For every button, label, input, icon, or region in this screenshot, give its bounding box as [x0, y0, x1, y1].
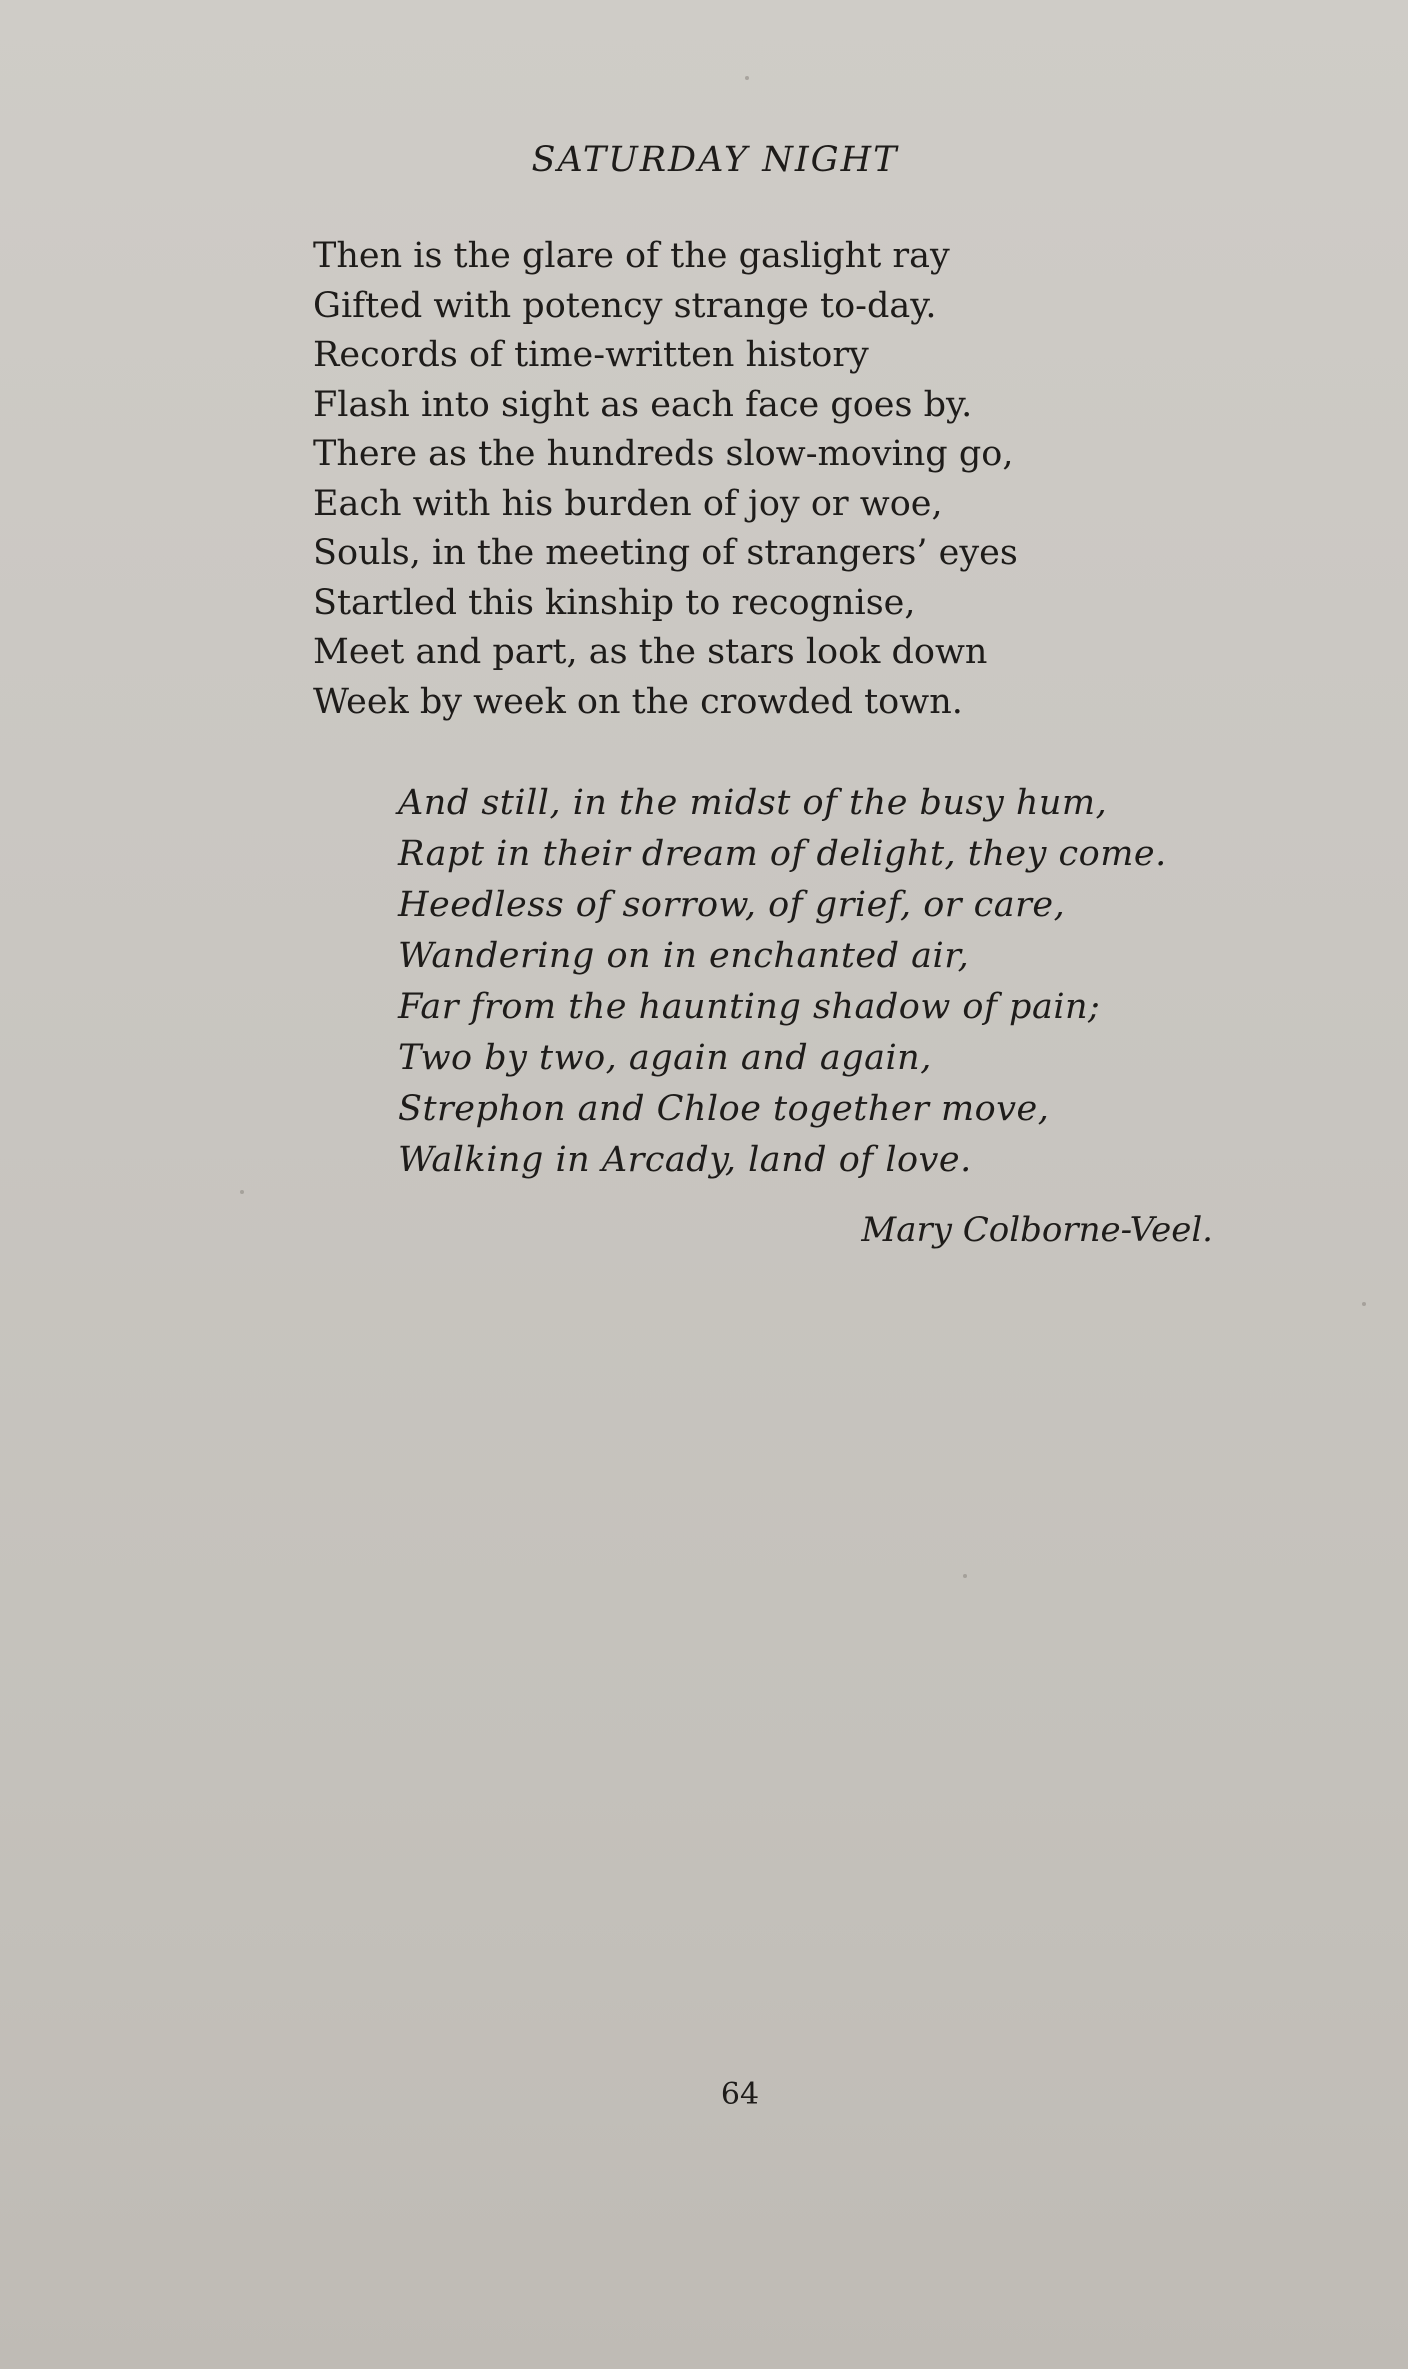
paper-speck	[240, 1190, 244, 1194]
poem-line: Flash into sight as each face goes by.	[313, 384, 973, 425]
poem-line: Then is the glare of the gaslight ray	[313, 236, 950, 276]
poem-line: Meet and part, as the stars look down	[313, 632, 988, 672]
poem-line: Rapt in their dream of delight, they come.	[398, 834, 1167, 874]
stanza-1	[313, 232, 1018, 727]
stanza-2	[398, 778, 1167, 1186]
poem-line: Each with his burden of joy or woe,	[313, 483, 943, 524]
poem-line: Startled this kinship to recognise,	[313, 582, 916, 623]
poem-line: Wandering on in enchanted air,	[398, 936, 970, 976]
poem-line: There as the hundreds slow-moving go,	[313, 434, 1014, 474]
poem-title: SATURDAY NIGHT	[531, 140, 899, 180]
poem-line: Week by week on the crowded town.	[313, 681, 963, 722]
poem-line: Far from the haunting shadow of pain;	[398, 987, 1101, 1027]
page-number: 64	[720, 2077, 760, 2112]
poem-line: Heedless of sorrow, of grief, or care,	[398, 885, 1066, 925]
poem-line: Souls, in the meeting of strangers’ eyes	[313, 533, 1018, 573]
paper-speck	[1362, 1302, 1366, 1306]
poem-line: Gifted with potency strange to-day.	[313, 285, 937, 326]
paper-speck	[963, 1574, 967, 1578]
poem-line: Strephon and Chloe together move,	[398, 1089, 1050, 1129]
paper-speck	[745, 76, 749, 80]
poem-line: Walking in Arcady, land of love.	[398, 1140, 972, 1180]
poem-line: Records of time-written history	[313, 335, 869, 375]
poem-author: Mary Colborne-Veel.	[861, 1210, 1213, 1250]
poem-line: Two by two, again and again,	[398, 1038, 932, 1078]
poem-line: And still, in the midst of the busy hum,	[398, 783, 1108, 823]
